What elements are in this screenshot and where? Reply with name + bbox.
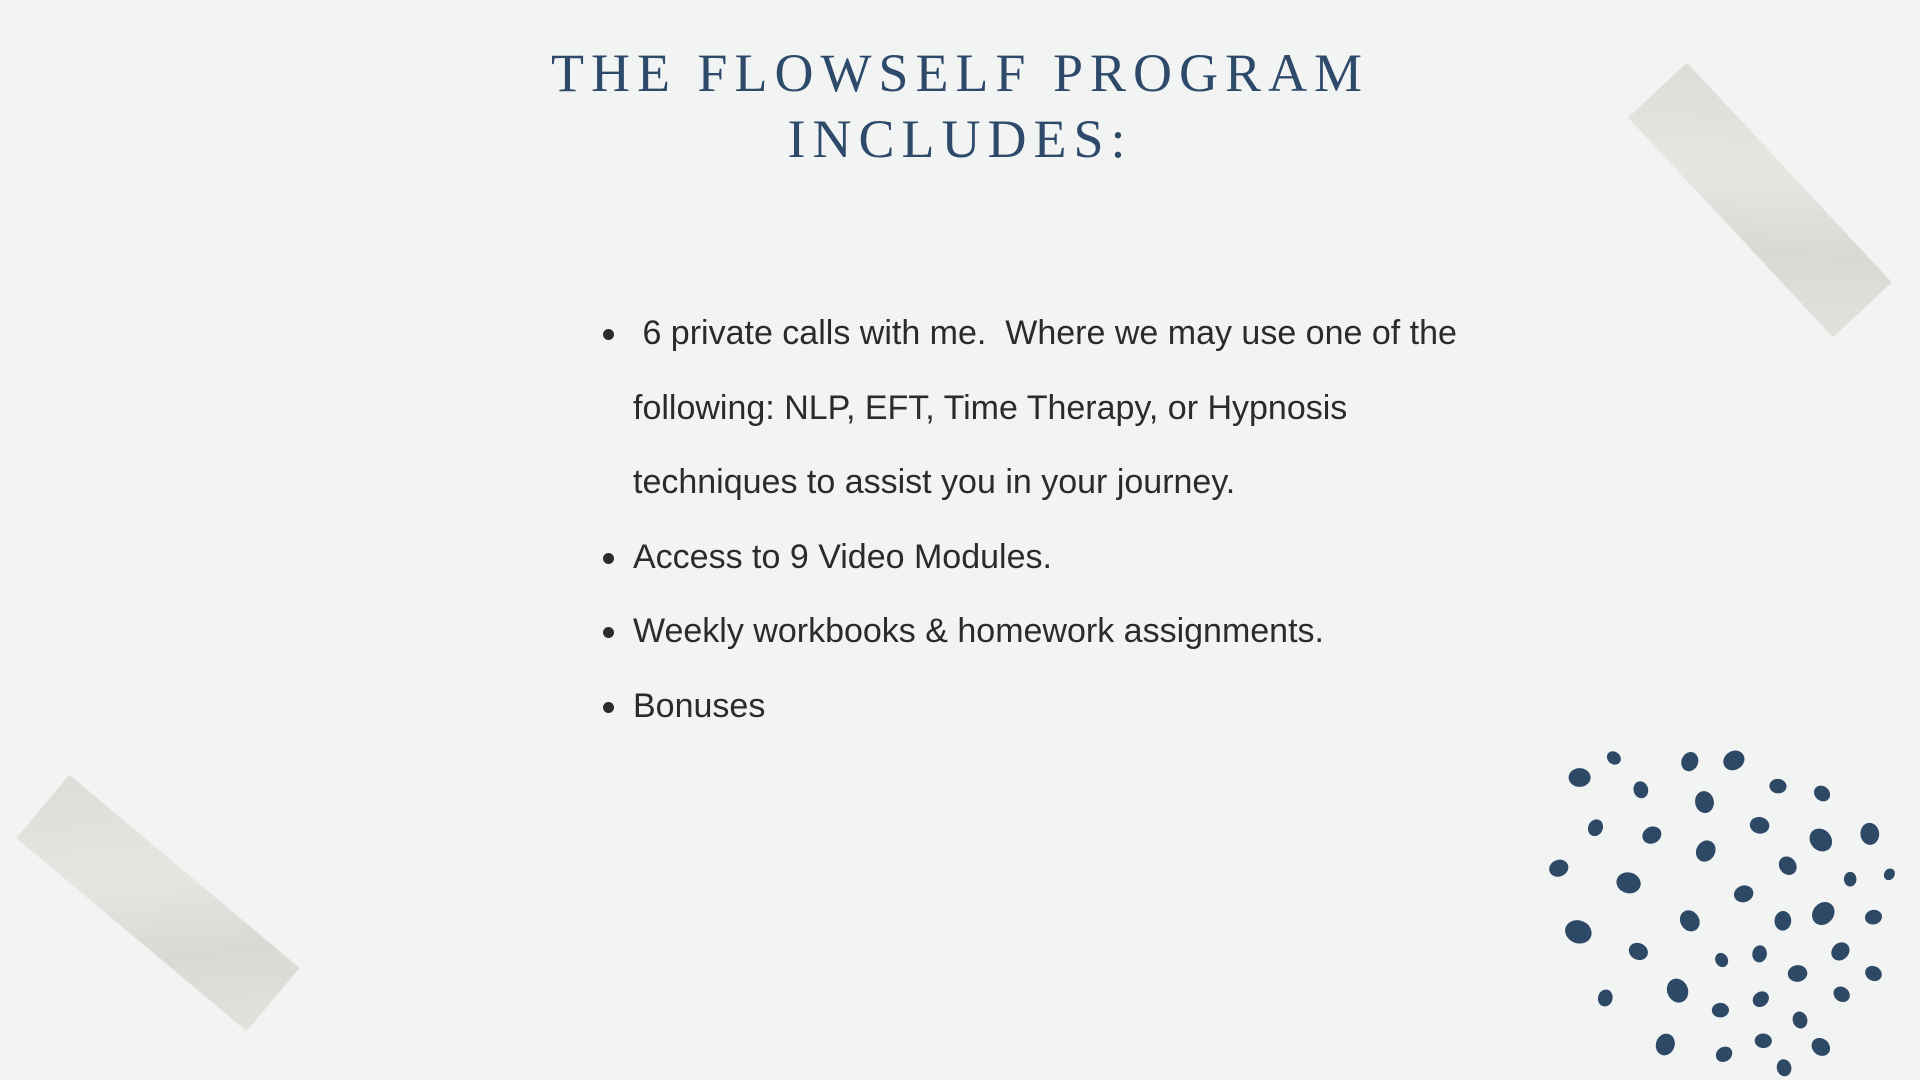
- dot: [1882, 866, 1898, 882]
- dot: [1844, 872, 1857, 887]
- dot: [1547, 857, 1571, 880]
- dot: [1631, 780, 1650, 800]
- dot: [1805, 824, 1837, 856]
- dot: [1775, 1058, 1793, 1078]
- dot: [1787, 964, 1808, 983]
- dot: [1614, 870, 1643, 896]
- dot: [1751, 944, 1768, 963]
- dot: [1679, 750, 1702, 774]
- list-item: Weekly workbooks & homework assignments.: [633, 594, 1533, 669]
- dot: [1720, 747, 1749, 775]
- list-item: 6 private calls with me. Where we may use one of the following: NLP, EFT, Time Therapy, or Hypnosis techniques to assist you in your journey.: [633, 296, 1463, 520]
- dot: [1596, 988, 1614, 1008]
- dot: [1775, 853, 1800, 879]
- list-item: Bonuses: [633, 669, 1533, 744]
- dot: [1713, 951, 1731, 970]
- dot: [1732, 883, 1756, 905]
- dot: [1569, 768, 1591, 787]
- dot: [1808, 1034, 1834, 1059]
- dot: [1713, 1043, 1735, 1065]
- dot: [1639, 823, 1664, 847]
- dot: [1653, 1031, 1678, 1058]
- dot: [1769, 778, 1787, 794]
- dot: [1585, 817, 1606, 839]
- dot: [1604, 749, 1623, 768]
- dot: [1862, 963, 1884, 984]
- dot: [1830, 983, 1852, 1005]
- dot: [1676, 906, 1704, 935]
- list-item: Access to 9 Video Modules.: [633, 520, 1533, 595]
- dot: [1692, 837, 1719, 866]
- dot: [1864, 908, 1884, 926]
- dot: [1750, 988, 1772, 1010]
- title-line-2: INCLUDES:: [787, 109, 1133, 169]
- dot: [1754, 1033, 1772, 1048]
- dot: [1562, 916, 1595, 947]
- dot: [1663, 975, 1692, 1006]
- dot: [1748, 815, 1770, 835]
- dot: [1626, 940, 1651, 963]
- dot: [1811, 782, 1833, 804]
- title-line-1: THE FLOWSELF PROGRAM: [550, 43, 1370, 103]
- dot: [1828, 939, 1854, 965]
- dot: [1859, 822, 1880, 846]
- dot: [1693, 789, 1716, 814]
- dot: [1774, 910, 1792, 931]
- dot: [1712, 1003, 1730, 1018]
- dot: [1790, 1010, 1809, 1031]
- dot: [1807, 897, 1839, 929]
